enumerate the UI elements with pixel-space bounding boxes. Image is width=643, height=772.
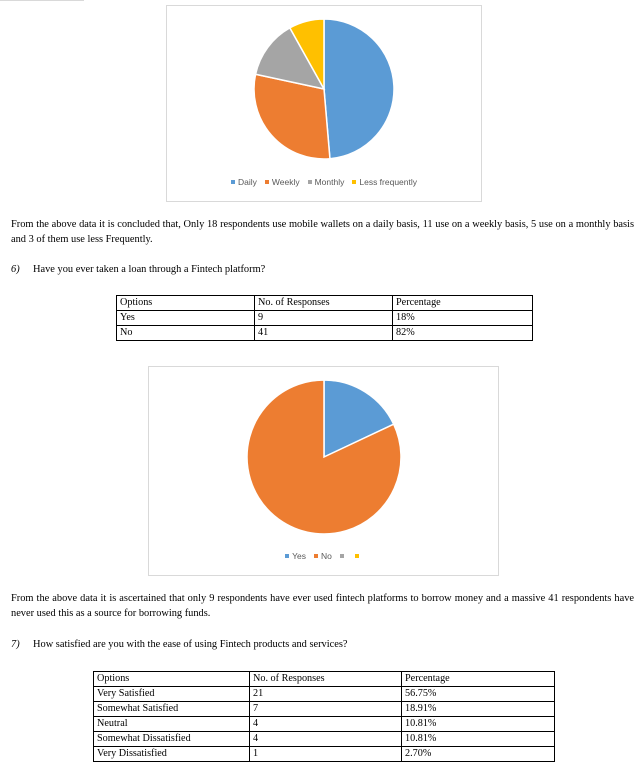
table-cell: Neutral [94,717,250,732]
loan-pie-chart [148,366,499,576]
legend-label: No [321,551,332,561]
pie1-plot [167,6,481,201]
table-row [94,702,555,717]
table-header-cell: Options [117,296,255,311]
table-cell: Very Dissatisfied [94,747,250,762]
legend-item [340,551,347,561]
legend-swatch [355,554,359,558]
pie2-legend [149,551,498,561]
table-cell: 21 [250,687,402,702]
legend-swatch [352,180,356,184]
legend-item [355,551,362,561]
table-row [94,687,555,702]
pie1-legend [167,177,481,187]
legend-item [231,177,257,187]
legend-swatch [285,554,289,558]
table-row [117,326,533,341]
table-row [94,732,555,747]
loan-conclusion-paragraph: From the above data it is ascertained that only 9 respondents have ever used fintech platforms to borrow money and a massive 41 respondents have never used this as a source for borrowing funds. [11,593,634,619]
table-cell: 10.81% [402,732,555,747]
table-row [94,747,555,762]
page-top-rule [0,0,84,1]
table-cell: Somewhat Dissatisfied [94,732,250,747]
legend-item [314,551,332,561]
table-cell: 9 [255,311,393,326]
table-cell: Very Satisfied [94,687,250,702]
legend-label: Weekly [271,177,300,187]
legend-label: Daily [237,177,257,187]
legend-swatch [308,180,312,184]
satisfaction-table [93,671,555,762]
table-cell: 1 [250,747,402,762]
question-7-number: 7) [11,639,20,650]
table-header-cell: Percentage [402,672,555,687]
question-7 [11,639,348,650]
table-cell: 4 [250,717,402,732]
loan-table [116,295,533,341]
table-cell: 56.75% [402,687,555,702]
table-row [94,717,555,732]
question-6-text: Have you ever taken a loan through a Fintech platform? [33,264,266,275]
table-cell: 2.70% [402,747,555,762]
usage-frequency-pie-chart [166,5,482,202]
legend-label: Yes [292,551,306,561]
question-7-text: How satisfied are you with the ease of using Fintech products and services? [33,639,348,650]
table-header-row [117,296,533,311]
table-cell: 10.81% [402,717,555,732]
legend-swatch [340,554,344,558]
table-row [117,311,533,326]
table-cell: 18% [393,311,533,326]
table-header-cell: Percentage [393,296,533,311]
legend-item [352,177,417,187]
legend-swatch [314,554,318,558]
legend-swatch [231,180,235,184]
table-header-row [94,672,555,687]
pie2-plot [149,367,498,575]
table-cell: 7 [250,702,402,717]
legend-item [285,551,306,561]
legend-item [308,177,345,187]
legend-label: Less frequently [359,177,418,187]
table-cell: Yes [117,311,255,326]
pie1-slice-daily [324,19,394,159]
table-cell: 41 [255,326,393,341]
table-header-cell: No. of Responses [250,672,402,687]
table-header-cell: No. of Responses [255,296,393,311]
usage-conclusion-paragraph: From the above data it is concluded that, Only 18 respondents use mobile wallets on a daily basis, 11 use on a weekly basis, 5 use on a monthly basis and 3 of them use less Frequently. [11,219,634,245]
table-cell: 82% [393,326,533,341]
table-cell: No [117,326,255,341]
table-header-cell: Options [94,672,250,687]
question-6-number: 6) [11,264,20,275]
legend-item [265,177,300,187]
table-cell: 4 [250,732,402,747]
legend-swatch [265,180,269,184]
table-cell: 18.91% [402,702,555,717]
legend-label: Monthly [314,177,345,187]
table-cell: Somewhat Satisfied [94,702,250,717]
question-6 [11,264,265,275]
